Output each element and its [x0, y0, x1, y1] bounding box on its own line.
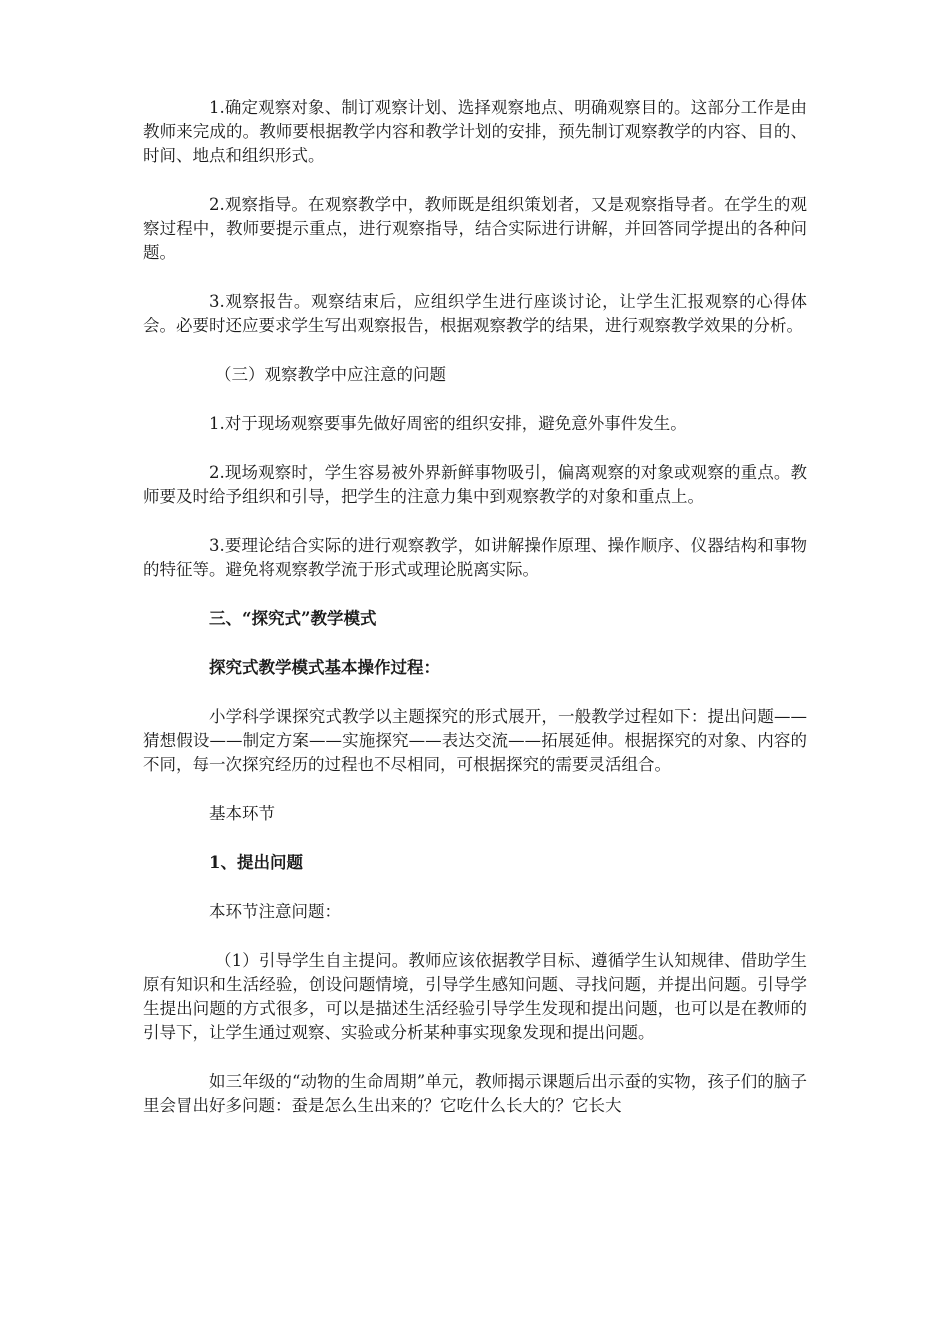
section-heading-inquiry-model: 三、“探究式”教学模式 [209, 609, 377, 628]
paragraph-issue-2: 2.现场观察时，学生容易被外界新鲜事物吸引，偏离观察的对象或观察的重点。教师要及时给予组织和引导，把学生的注意力集中到观察教学的对象和重点上。 [143, 463, 807, 506]
paragraph-example-silkworm: 如三年级的“动物的生命周期”单元，教师揭示课题后出示蚕的实物，孩子们的脑子里会冒出好多问题：蚕是怎么生出来的？它吃什么长大的？它长大 [143, 1072, 807, 1115]
paragraph-issue-3: 3.要理论结合实际的进行观察教学，如讲解操作原理、操作顺序、仪器结构和事物的特征等。避免将观察教学流于形式或理论脱离实际。 [143, 536, 807, 579]
subheading-raise-questions: 1、提出问题 [209, 853, 303, 872]
paragraph-inquiry-overview: 小学科学课探究式教学以主题探究的形式展开，一般教学过程如下：提出问题——猜想假设——制定方案——实施探究——表达交流——拓展延伸。根据探究的对象、内容的不同，每一次探究经历的过程也不尽相同，可根据探究的需要灵活组合。 [143, 707, 807, 774]
label-notes: 本环节注意问题： [209, 902, 341, 921]
section-heading-observation-issues: （三）观察教学中应注意的问题 [215, 365, 446, 384]
paragraph-observation-guidance: 2.观察指导。在观察教学中，教师既是组织策划者，又是观察指导者。在学生的观察过程中，教师要提示重点，进行观察指导，结合实际进行讲解，并回答同学提出的各种问题。 [143, 195, 807, 262]
label-basic-steps: 基本环节 [209, 804, 275, 823]
document-body [143, 96, 807, 1143]
subheading-inquiry-process: 探究式教学模式基本操作过程： [209, 658, 440, 677]
paragraph-guide-questions: （1）引导学生自主提问。教师应该依据教学目标、遵循学生认知规律、借助学生原有知识和生活经验，创设问题情境，引导学生感知问题、寻找问题，并提出问题。引导学生提出问题的方式很多，可以是描述生活经验引导学生发现和提出问题，也可以是在教师的引导下，让学生通过观察、实验或分析某种事实现象发现和提出问题。 [143, 951, 807, 1042]
paragraph-observation-object: 1.确定观察对象、制订观察计划、选择观察地点、明确观察目的。这部分工作是由教师来完成的。教师要根据教学内容和教学计划的安排，预先制订观察教学的内容、目的、时间、地点和组织形式。 [143, 98, 807, 165]
paragraph-observation-report: 3.观察报告。观察结束后，应组织学生进行座谈讨论，让学生汇报观察的心得体会。必要时还应要求学生写出观察报告，根据观察教学的结果，进行观察教学效果的分析。 [143, 292, 807, 335]
paragraph-issue-1: 1.对于现场观察要事先做好周密的组织安排，避免意外事件发生。 [209, 414, 687, 433]
